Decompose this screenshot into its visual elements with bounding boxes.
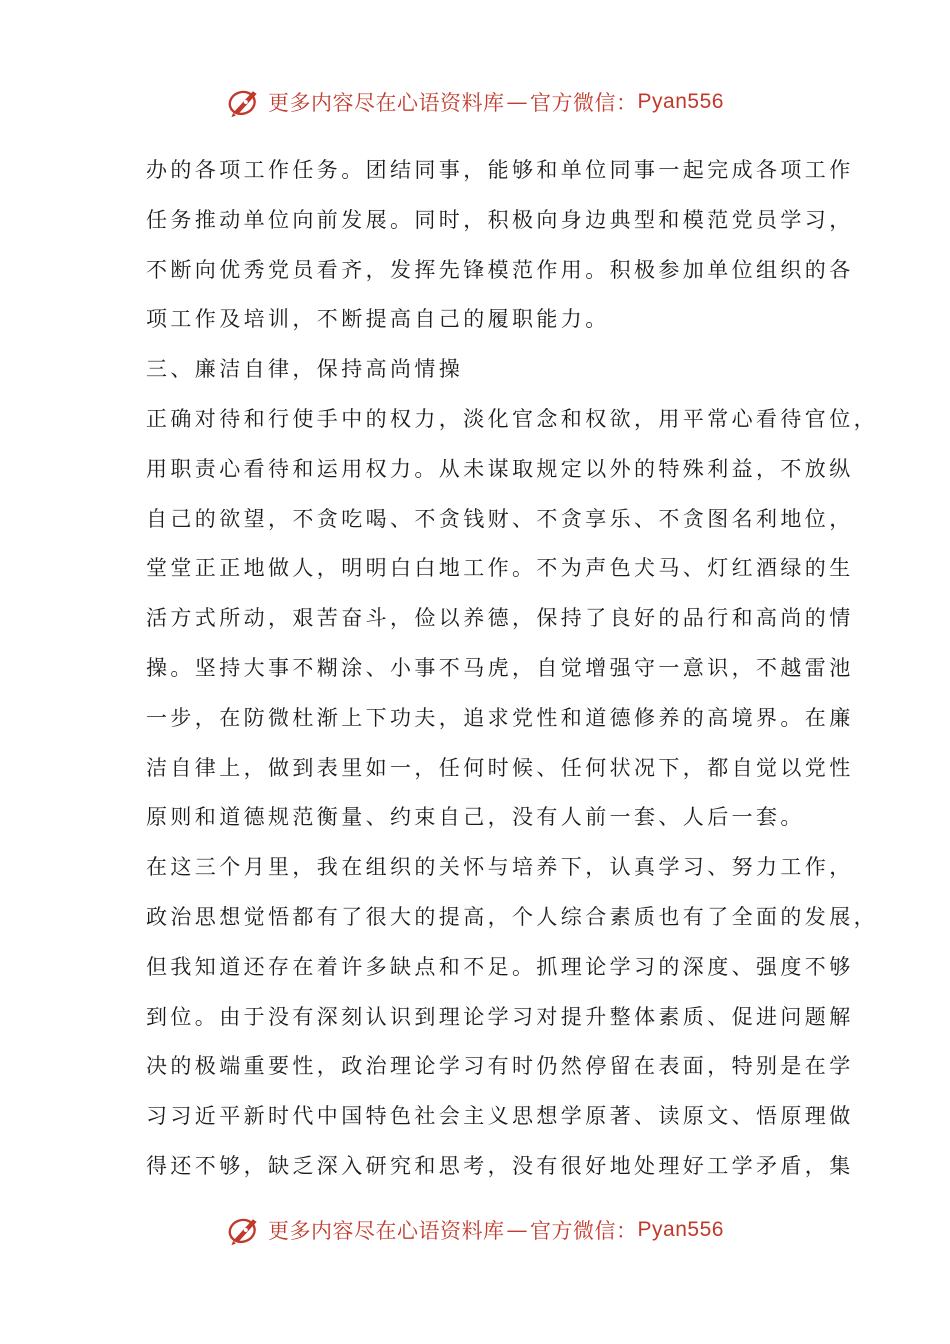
- text-line: 一步，在防微杜渐上下功夫，追求党性和道德修养的高境界。在廉: [146, 705, 854, 730]
- text-line: 活方式所动，艰苦奋斗，俭以养德，保持了良好的品行和高尚的情: [146, 606, 854, 631]
- text-line: 到位。由于没有深刻认识到理论学习对提升整体素质、促进问题解: [146, 1004, 854, 1029]
- text-line: 用职责心看待和运用权力。从未谋取规定以外的特殊利益，不放纵: [146, 456, 854, 481]
- text-line: 但我知道还存在着许多缺点和不足。抓理论学习的深度、强度不够: [146, 954, 854, 979]
- watermark-separator: —: [506, 1218, 529, 1242]
- watermark-code: Pyan556: [637, 90, 724, 113]
- text-line: 习习近平新时代中国特色社会主义思想学原著、读原文、悟原理做: [146, 1104, 854, 1129]
- watermark-header: [0, 80, 950, 124]
- text-line: 得还不够，缺乏深入研究和思考，没有很好地处理好工学矛盾，集: [146, 1153, 854, 1178]
- watermark-separator: —: [506, 90, 529, 114]
- text-line: 项工作及培训，不断提高自己的履职能力。: [146, 307, 610, 332]
- watermark-official: 官方微信：: [530, 91, 638, 115]
- watermark-official: 官方微信：: [530, 1219, 638, 1243]
- watermark-text: 更多内容尽在心语资料库: [268, 1219, 505, 1243]
- document-body: [146, 146, 878, 1192]
- watermark-footer: [0, 1208, 950, 1252]
- text-line: 洁自律上，做到表里如一，任何时候、任何状况下，都自觉以党性: [146, 755, 854, 780]
- text-line: 原则和道德规范衡量、约束自己，没有人前一套、人后一套。: [146, 805, 805, 830]
- watermark-code: Pyan556: [637, 1218, 724, 1241]
- text-line: 任务推动单位向前发展。同时，积极向身边典型和模范党员学习，: [146, 207, 854, 232]
- pen-seal-icon: [226, 84, 262, 120]
- text-line: 政治思想觉悟都有了很大的提高，个人综合素质也有了全面的发展，: [146, 904, 878, 929]
- pen-seal-icon: [226, 1212, 262, 1248]
- text-line: 正确对待和行使手中的权力，淡化官念和权欲，用平常心看待官位，: [146, 406, 878, 431]
- text-line: 操。坚持大事不糊涂、小事不马虎，自觉增强守一意识，不越雷池: [146, 655, 854, 680]
- text-line: 堂堂正正地做人，明明白白地工作。不为声色犬马、灯红酒绿的生: [146, 556, 854, 581]
- watermark-text: 更多内容尽在心语资料库: [268, 91, 505, 115]
- text-line: 办的各项工作任务。团结同事，能够和单位同事一起完成各项工作: [146, 158, 854, 182]
- text-line: 在这三个月里，我在组织的关怀与培养下，认真学习、努力工作，: [146, 855, 854, 880]
- section-heading: 三、廉洁自律，保持高尚情操: [146, 357, 464, 382]
- text-line: 决的极端重要性，政治理论学习有时仍然停留在表面，特别是在学: [146, 1054, 854, 1079]
- text-line: 自己的欲望，不贪吃喝、不贪钱财、不贪享乐、不贪图名利地位，: [146, 506, 854, 531]
- text-line: 不断向优秀党员看齐，发挥先锋模范作用。积极参加单位组织的各: [146, 257, 854, 282]
